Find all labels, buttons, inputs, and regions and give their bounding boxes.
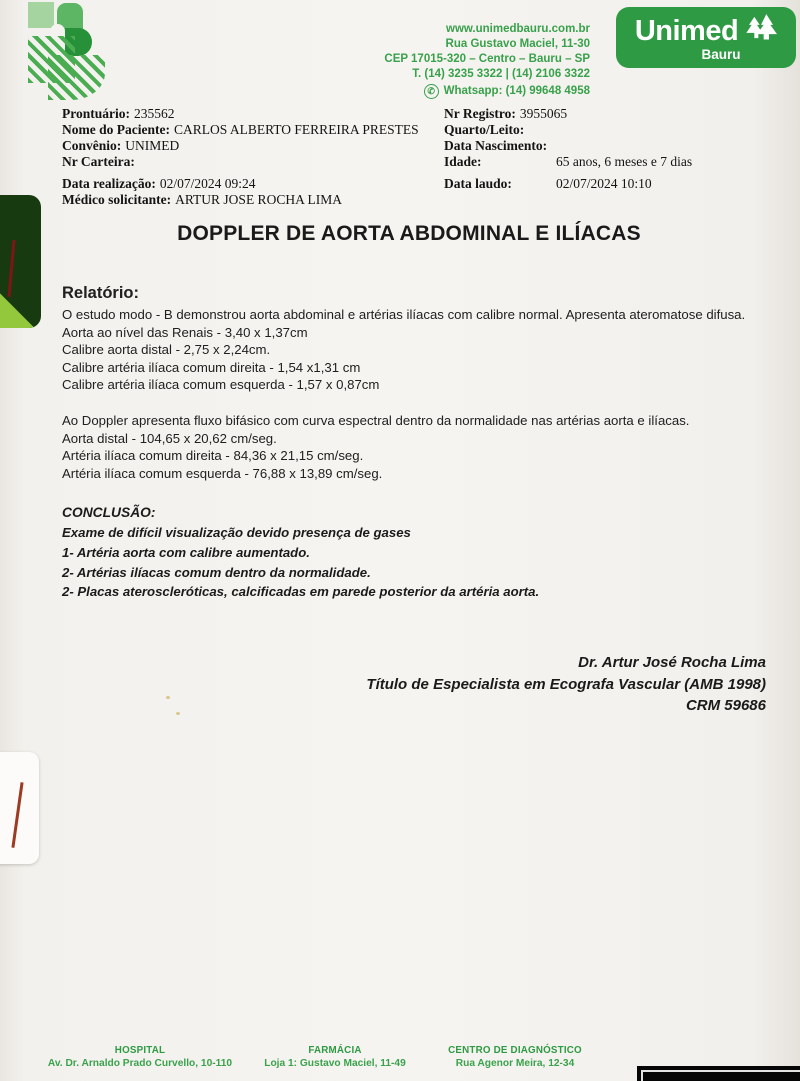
- doppler-line: Ao Doppler apresenta fluxo bifásico com curva espectral dentro da normalidade nas artérias aorta e ilíacas.: [62, 412, 690, 428]
- conclusion-heading: CONCLUSÃO:: [62, 505, 156, 521]
- whatsapp-row: [220, 84, 590, 99]
- footer-farmacia-column: [250, 1044, 420, 1070]
- physician-title: Título de Especialista em Ecografa Vascular (AMB 1998): [366, 675, 766, 693]
- scan-artifact-speck: [166, 696, 170, 699]
- patient-field-convenio: Convênio: UNIMED: [62, 138, 180, 153]
- logo-square-light: [28, 2, 54, 28]
- footer-column-address: Rua Agenor Meira, 12-34: [455, 1058, 575, 1069]
- unimed-logo-badge: [616, 7, 796, 68]
- report-body: [62, 284, 767, 602]
- finding-line: Aorta ao nível das Renais - 3,40 x 1,37cm: [62, 324, 308, 340]
- whatsapp-number: Whatsapp: (14) 99648 4958: [443, 85, 590, 97]
- paragraph-gap: [62, 394, 767, 412]
- scan-artifact-red-line: [8, 240, 15, 297]
- header-contact: [220, 22, 590, 99]
- footer-column-address: Av. Dr. Arnaldo Prado Curvello, 10-110: [47, 1058, 233, 1069]
- patient-field-data-laudo: Data laudo: 02/07/2024 10:10: [444, 176, 652, 191]
- patient-field-quarto: Quarto/Leito:: [444, 122, 525, 137]
- finding-line: O estudo modo - B demonstrou aorta abdominal e artérias ilíacas com calibre normal. Apresenta ateromatose difusa.: [62, 307, 746, 322]
- whatsapp-icon: ✆: [424, 84, 439, 99]
- doppler-line: Aorta distal - 104,65 x 20,62 cm/seg.: [62, 430, 277, 446]
- patient-field-nome: Nome do Paciente: CARLOS ALBERTO FERREIRA PRESTES: [62, 122, 419, 137]
- physician-crm: CRM 59686: [685, 697, 766, 714]
- black-label-sticker-frame: [641, 1070, 800, 1081]
- conclusion-line: 2- Placas ateroscleróticas, calcificadas em parede posterior da artéria aorta.: [62, 584, 540, 600]
- conclusion-line: 1- Artéria aorta com calibre aumentado.: [62, 544, 310, 560]
- pine-trees-icon: [745, 14, 777, 49]
- scan-artifact-red-line: [11, 782, 23, 848]
- conclusion-line: 2- Artérias ilíacas comum dentro da normalidade.: [62, 564, 371, 580]
- phone-numbers: T. (14) 3235 3322 | (14) 2106 3322: [412, 68, 590, 80]
- scan-artifact-lime-corner: [0, 287, 34, 328]
- patient-field-data-realizacao: Data realização: 02/07/2024 09:24: [62, 176, 256, 191]
- finding-line: Calibre artéria ilíaca comum direita - 1,54 x1,31 cm: [62, 359, 361, 375]
- black-label-sticker: [637, 1066, 800, 1081]
- conclusion-line: Exame de difícil visualização devido presença de gases: [62, 525, 411, 541]
- patient-field-prontuario: Prontuário: 235562: [62, 106, 175, 121]
- patient-field-medico: Médico solicitante: ARTUR JOSE ROCHA LIMA: [62, 192, 342, 207]
- patient-field-carteira: Nr Carteira:: [62, 154, 135, 169]
- patient-field-registro: Nr Registro: 3955065: [444, 106, 568, 121]
- finding-line: Calibre artéria ilíaca comum esquerda - 1,57 x 0,87cm: [62, 377, 380, 393]
- footer-column-title: CENTRO DE DIAGNÓSTICO: [448, 1045, 582, 1056]
- conclusion-block: [62, 503, 767, 601]
- report-section-heading: Relatório:: [62, 284, 140, 302]
- physician-name: Dr. Artur José Rocha Lima: [578, 654, 766, 671]
- patient-info-block: [62, 106, 772, 208]
- unimed-region-text: Bauru: [701, 47, 741, 62]
- patient-info-right-column: [444, 106, 772, 208]
- street-address: Rua Gustavo Maciel, 11-30: [445, 38, 590, 50]
- footer-hospital-column: [40, 1044, 240, 1070]
- physician-signature-block: [366, 652, 766, 717]
- scan-artifact-speck: [176, 712, 180, 715]
- doppler-line: Artéria ilíaca comum direita - 84,36 x 21,15 cm/seg.: [62, 448, 364, 464]
- unimed-brand-text: Unimed: [634, 15, 739, 47]
- footer-column-title: FARMÁCIA: [308, 1045, 362, 1056]
- footer-column-address: Loja 1: Gustavo Maciel, 11-49: [264, 1058, 406, 1069]
- unimed-pattern-logo: [28, 2, 110, 100]
- patient-info-left-column: [62, 106, 444, 208]
- finding-line: Calibre aorta distal - 2,75 x 2,24cm.: [62, 342, 271, 358]
- scan-artifact-white-tab: [0, 752, 39, 864]
- footer-diagnostico-column: [425, 1044, 605, 1070]
- logo-striped-curve: [48, 55, 105, 100]
- website-text: www.unimedbauru.com.br: [446, 23, 590, 35]
- patient-field-nascimento: Data Nascimento:: [444, 138, 548, 153]
- patient-field-idade: Idade: 65 anos, 6 meses e 7 dias: [444, 154, 693, 169]
- doppler-line: Artéria ilíaca comum esquerda - 76,88 x 13,89 cm/seg.: [62, 465, 383, 481]
- footer-column-title: HOSPITAL: [114, 1045, 166, 1056]
- cep-address: CEP 17015-320 – Centro – Bauru – SP: [384, 53, 590, 65]
- scan-artifact-green-card: [0, 195, 41, 328]
- exam-title: DOPPLER DE AORTA ABDOMINAL E ILÍACAS: [177, 222, 641, 245]
- unimed-brand-row: [616, 14, 796, 49]
